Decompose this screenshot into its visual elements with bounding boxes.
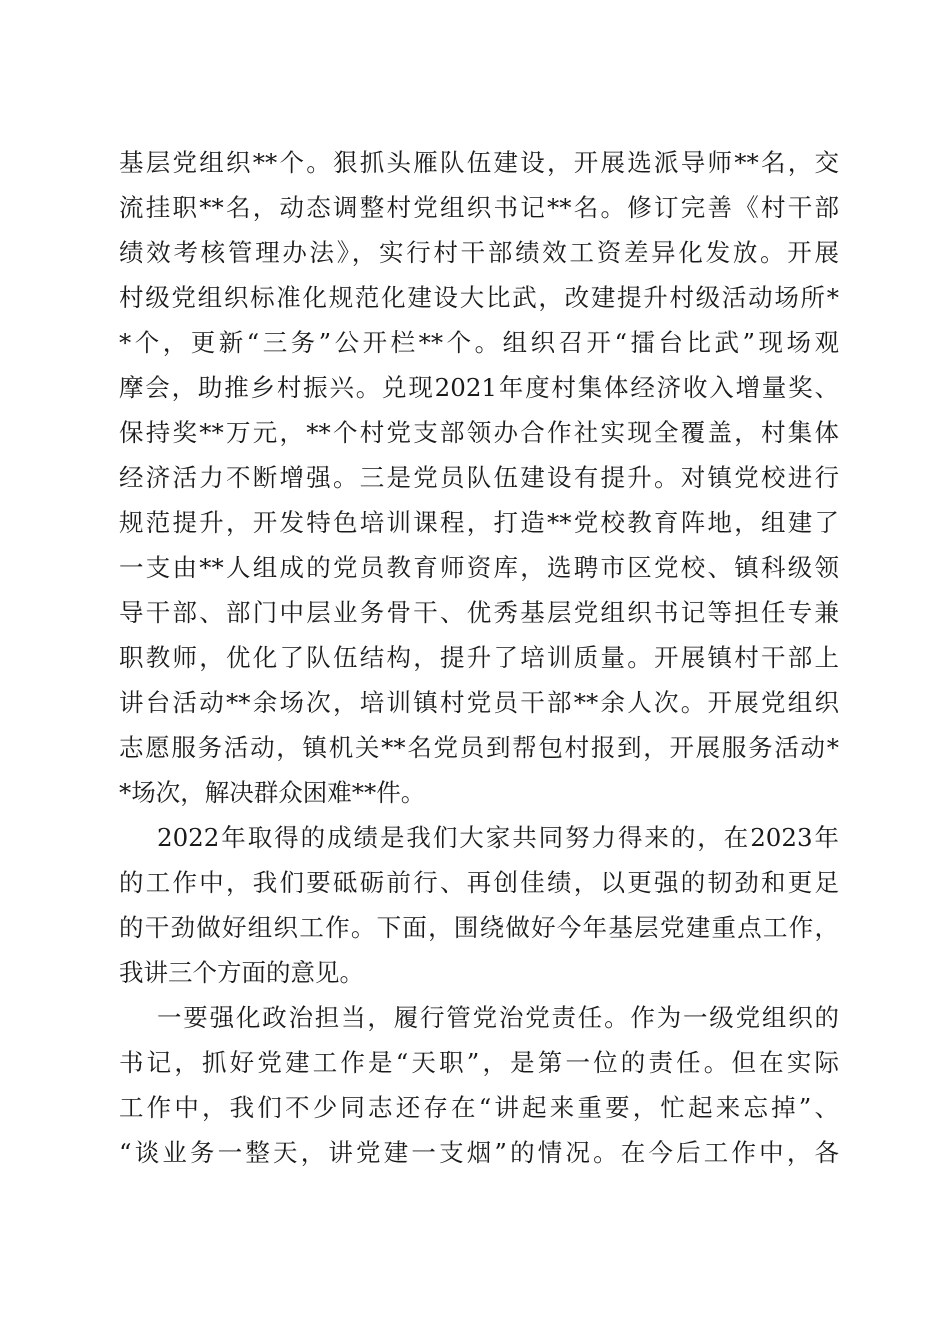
text-line: 摩会，助推乡村振兴。兑现2021年度村集体经济收入增量奖、: [119, 373, 839, 402]
text-line: 职教师，优化了队伍结构，提升了培训质量。开展镇村干部上: [119, 643, 839, 672]
text-line: “谈业务一整天，讲党建一支烟”的情况。在今后工作中，各: [119, 1138, 839, 1167]
text-line: 规范提升，开发特色培训课程，打造**党校教育阵地，组建了: [119, 508, 839, 537]
text-line: *场次，解决群众困难**件。: [119, 778, 426, 807]
text-line: 2022年取得的成绩是我们大家共同努力得来的，在2023年: [157, 823, 839, 852]
text-line: *个，更新“三务”公开栏**个。组织召开“擂台比武”现场观: [119, 328, 839, 357]
paragraph-3: [119, 995, 839, 1175]
text-line: 讲台活动**余场次，培训镇村党员干部**余人次。开展党组织: [119, 688, 839, 717]
text-line: 志愿服务活动，镇机关**名党员到帮包村报到，开展服务活动*: [119, 733, 839, 762]
text-line: 书记，抓好党建工作是“天职”，是第一位的责任。但在实际: [119, 1048, 839, 1077]
text-line: 的干劲做好组织工作。下面，围绕做好今年基层党建重点工作，: [119, 913, 839, 942]
text-line: 经济活力不断增强。三是党员队伍建设有提升。对镇党校进行: [119, 463, 839, 492]
text-line: 一支由**人组成的党员教育师资库，选聘市区党校、镇科级领: [119, 553, 839, 582]
text-line: 导干部、部门中层业务骨干、优秀基层党组织书记等担任专兼: [119, 598, 839, 627]
text-line: 一要强化政治担当，履行管党治党责任。作为一级党组织的: [157, 1003, 839, 1032]
text-line: 保持奖**万元，**个村党支部领办合作社实现全覆盖，村集体: [119, 418, 839, 447]
text-line: 基层党组织**个。狠抓头雁队伍建设，开展选派导师**名，交: [119, 148, 839, 177]
text-line: 流挂职**名，动态调整村党组织书记**名。修订完善《村干部: [119, 193, 839, 222]
text-line: 村级党组织标准化规范化建设大比武，改建提升村级活动场所*: [119, 283, 839, 312]
text-line: 工作中，我们不少同志还存在“讲起来重要，忙起来忘掉”、: [119, 1093, 839, 1122]
text-line: 绩效考核管理办法》，实行村干部绩效工资差异化发放。开展: [119, 238, 839, 267]
text-line: 的工作中，我们要砥砺前行、再创佳绩，以更强的韧劲和更足: [119, 868, 839, 897]
paragraph-1: [119, 140, 839, 815]
paragraph-2: [119, 815, 839, 995]
text-line: 我讲三个方面的意见。: [119, 958, 364, 987]
document-body: [119, 140, 839, 1175]
